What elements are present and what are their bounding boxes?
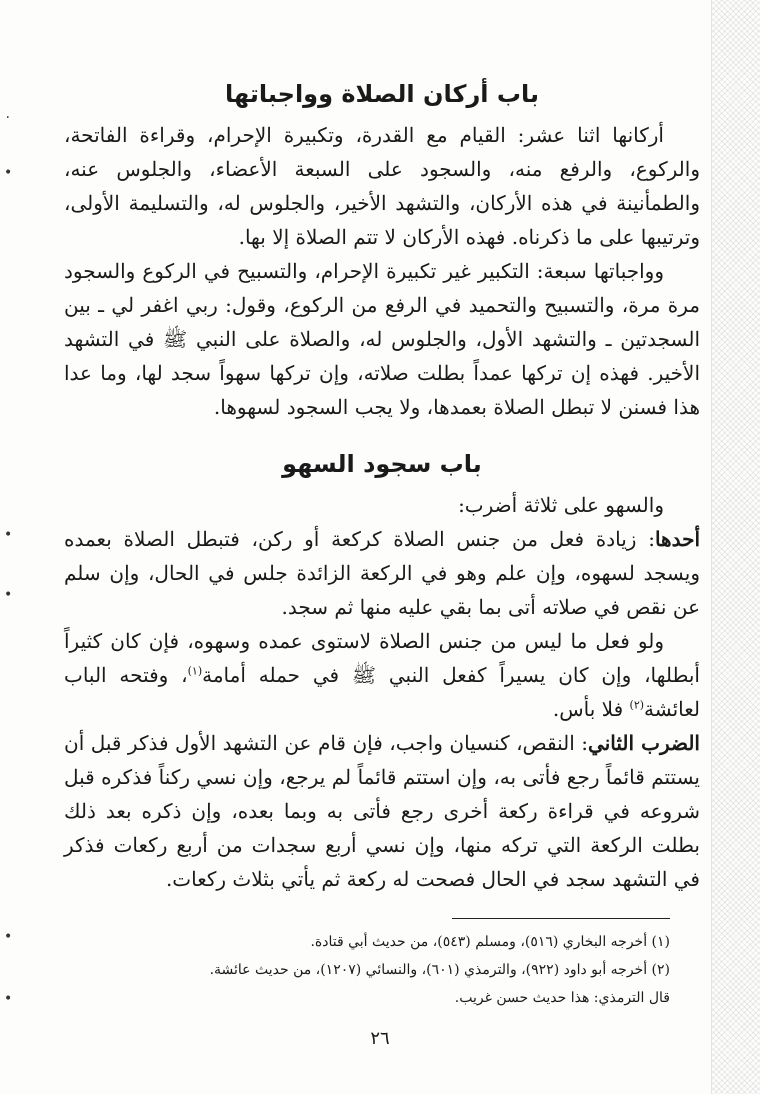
section-title-prayer-pillars: باب أركان الصلاة وواجباتها (224, 80, 539, 108)
paragraph-extraneous-acts (64, 624, 700, 726)
footnote-ref-1[interactable]: (١) (187, 664, 203, 678)
binding-edge-pattern (712, 0, 760, 1094)
paragraph-text: ولو فعل ما ليس من جنس الصلاة لاستوى عمده وسهوه، فإن كان كثيراً أبطلها، وإن كان يسيراً كفعل النبي ﷺ في حمله أمامة (64, 629, 700, 687)
footnote-2-note: قال الترمذي: هذا حديث حسن غريب. (454, 990, 670, 1006)
margin-mark: • (4, 929, 13, 945)
margin-mark: • (4, 165, 13, 181)
paragraph-text: ، وفتحه الباب لعائشة (64, 663, 700, 721)
paragraph-text: فلا بأس. (552, 697, 630, 721)
margin-mark: • (4, 991, 13, 1007)
footnote-2: (٢) أخرجه أبو داود (٩٢٢)، والترمذي (٦٠١)، والنسائي (١٢٠٧)، من حديث عائشة. (209, 962, 670, 978)
footnote-ref-2[interactable]: (٢) (629, 698, 645, 712)
paragraph-first-type (64, 522, 700, 624)
paragraph-obligations: وواجباتها سبعة: التكبير غير تكبيرة الإحرام، والتسبيح في الركوع والسجود مرة مرة، والتسبيح والتحميد في الرفع من الركوع، وقول: ربي اغفر لي ـ بين السجدتين ـ والتشهد الأول، والجلوس له، والصلاة على النبي ﷺ في التشهد الأخير. فهذه إن تركها عمداً بطلت صلاته، وإن تركها سهواً سجد لها، وما عدا هذا فسنن لا تبطل الصلاة بعمدها، ولا يجب السجود لسهوها. (64, 259, 700, 419)
margin-mark: • (4, 527, 13, 543)
margin-mark: ٠ (4, 109, 12, 125)
paragraph-pillars: أركانها اثنا عشر: القيام مع القدرة، وتكبيرة الإحرام، وقراءة الفاتحة، والركوع، والرفع منه، والسجود على السبعة الأعضاء، والجلوس عنه، والطمأنينة في هذه الأركان، والتشهد الأخير، والجلوس له، والتسليمة الأولى، وترتيبها على ما ذكرناه. فهذه الأركان لا تتم الصلاة إلا بها. (64, 123, 700, 249)
section-title-prostration-forgetfulness: باب سجود السهو (282, 450, 482, 478)
lead-word: الضرب الثاني (588, 731, 700, 755)
lead-word: أحدها (654, 527, 700, 551)
paragraph-intro: والسهو على ثلاثة أضرب: (458, 493, 664, 517)
section-prostration-forgetfulness (64, 488, 700, 896)
paragraph-text: : زيادة فعل من جنس الصلاة كركعة أو ركن، فتبطل الصلاة بعمده ويسجد لسهوه، وإن علم وهو في الركعة الزائدة جلس في الحال، وإن سلم عن نقص في صلاته أتى بما بقي عليه منها ثم سجد. (64, 527, 700, 619)
binding-edge-line (711, 0, 712, 1094)
paragraph-text: : النقص، كنسيان واجب، فإن قام عن التشهد الأول فذكر قبل أن يستتم قائماً رجع فأتى به، وإن استتم قائماً لم يرجع، وإن نسي ركناً فذكره قبل شروعه في قراءة ركعة أخرى رجع فأتى به وبما بعده، وإن ذكره بعد ذلك بطلت الركعة التي تركه منها، وإن نسي أربع سجدات من أربع ركعات فذكر في التشهد سجد في الحال فصحت له ركعة ثم يأتي بثلاث ركعات. (64, 731, 700, 891)
margin-mark: • (4, 587, 13, 603)
paragraph-second-type (64, 726, 700, 896)
page-number: ٢٦ (370, 1028, 390, 1049)
footnote-divider (452, 918, 670, 919)
footnote-1: (١) أخرجه البخاري (٥١٦)، ومسلم (٥٤٣)، من حديث أبي قتادة. (310, 934, 670, 950)
footnotes (64, 928, 670, 1012)
section-prayer-pillars (64, 118, 700, 424)
